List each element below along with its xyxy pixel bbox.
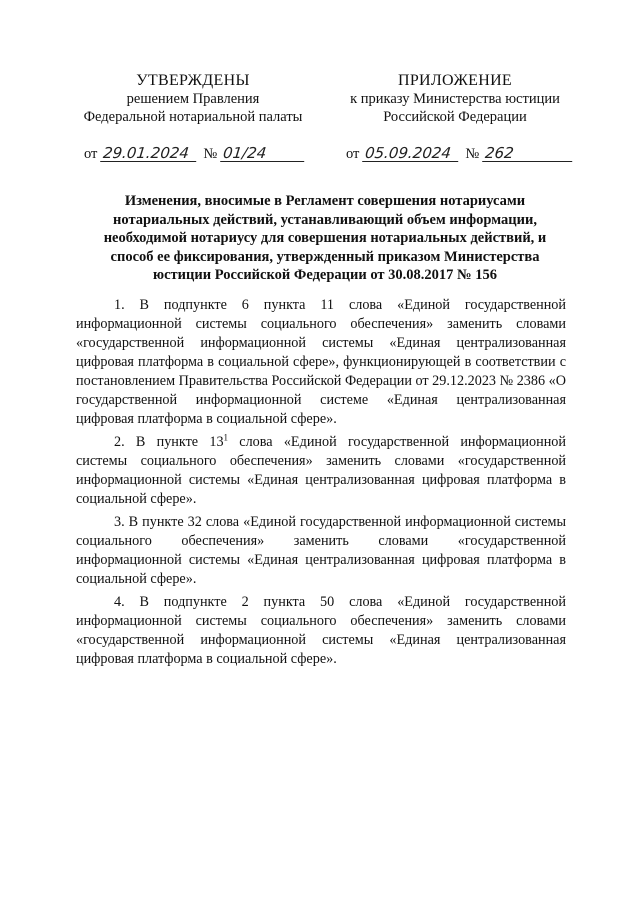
appendix-date-line: [346, 146, 573, 163]
approval-number-prefix: №: [203, 146, 218, 162]
paragraph-2-start: 2. В пункте 13: [114, 434, 224, 450]
appendix-line-1: к приказу Министерства юстиции: [350, 91, 560, 107]
appendix-block: [330, 72, 580, 126]
paragraph-2-rest: слова «Единой государственной информационной системы социального обеспечения» заменить словами «государственной информационной системы «Единая централизованная цифровая платформа в социальной сфере».: [76, 434, 566, 507]
paragraph-1: 1. В подпункте 6 пункта 11 слова «Единой государственной информационной системы социального обеспечения» заменить словами «государственной информационной системы «Единая централизованная цифровая платформа в социальной сфере», функционирующей в соответствии с постановлением Правительства Российской Федерации от 29.12.2023 № 2386 «О государственной информационной системе «Единая централизованная цифровая платформа в социальной сфере».: [76, 297, 566, 427]
appendix-date-handwritten: 05.09.2024: [363, 146, 461, 162]
approval-date-prefix: от: [84, 146, 98, 162]
appendix-line-2: Российской Федерации: [383, 109, 527, 125]
paragraph-4: 4. В подпункте 2 пункта 50 слова «Единой государственной информационной системы социального обеспечения» заменить словами «государственной информационной системы «Единая централизованная цифровая платформа в социальной сфере».: [76, 594, 566, 667]
paragraph-3: 3. В пункте 32 слова «Единой государственной информационной системы социального обеспечения» заменить словами «государственной информационной системы «Единая централизованная цифровая платформа в социальной сфере».: [76, 514, 566, 587]
document-body: [76, 296, 566, 673]
paragraph-2-superscript: 1: [223, 432, 229, 443]
approval-title: УТВЕРЖДЕНЫ: [136, 72, 250, 89]
approval-block: [68, 72, 318, 126]
approval-line-1: решением Правления: [126, 91, 260, 107]
paragraph-2: [76, 433, 566, 509]
appendix-number-handwritten: 262: [482, 146, 574, 162]
document-title: Изменения, вносимые в Регламент совершения нотариусами нотариальных действий, устанавливающий объем информации, необходимой нотариусу для совершения нотариальных действий, и способ ее фиксирования, утвержденный приказом Министерства юстиции Российской Федерации от 30.08.2017 № 156: [103, 193, 547, 283]
approval-date-line: [84, 146, 305, 163]
appendix-number-prefix: №: [465, 146, 480, 162]
approval-number-handwritten: 01/24: [220, 146, 306, 162]
appendix-title: ПРИЛОЖЕНИЕ: [397, 72, 512, 89]
appendix-date-prefix: от: [346, 146, 360, 162]
approval-date-handwritten: 29.01.2024: [101, 146, 199, 162]
approval-line-2: Федеральной нотариальной палаты: [83, 109, 303, 125]
